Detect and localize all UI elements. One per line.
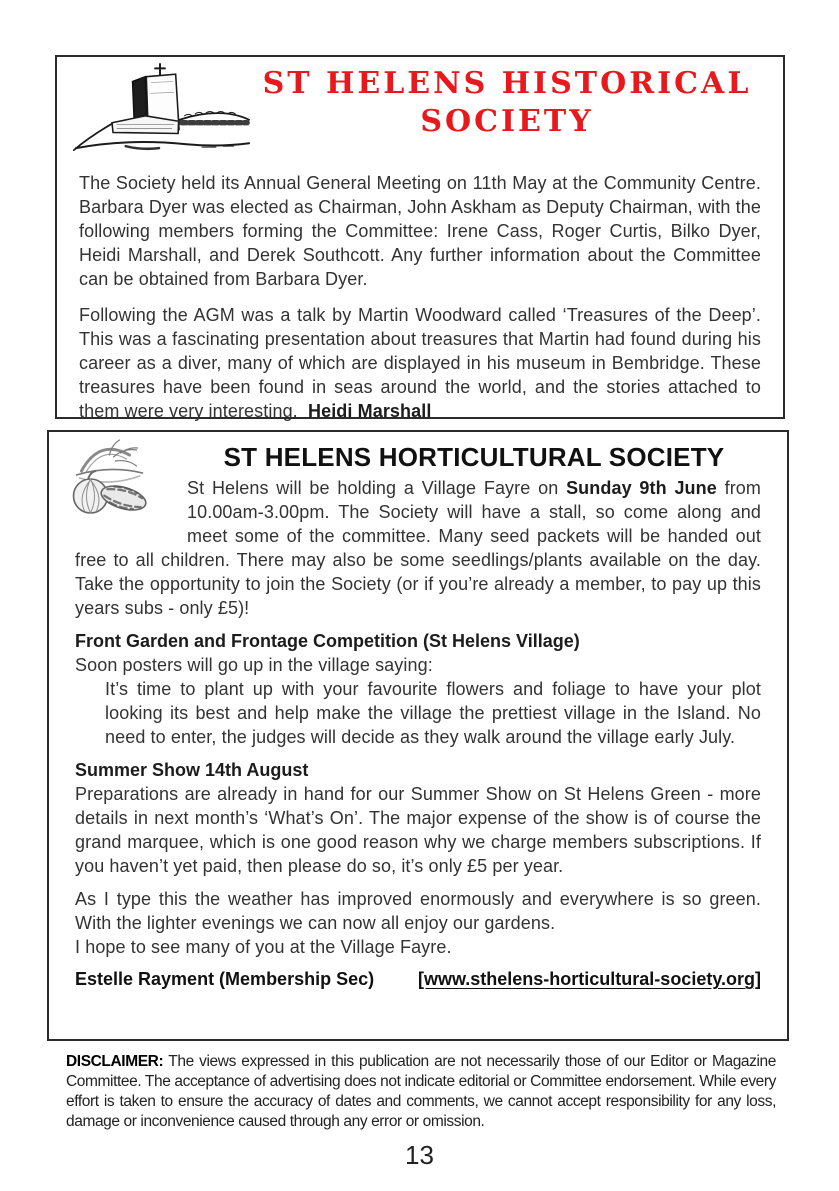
historical-society-title <box>253 65 761 141</box>
membership-sec-name: Estelle Rayment (Membership Sec) <box>75 969 375 989</box>
disclaimer-text: The views expressed in this publication are not necessarily those of our Editor or Magazine Committee. The acceptance of advertising does not indicate editorial or Committee endorsement. While every effort is taken to ensure the accuracy of dates and comments, we cannot accept responsibility for any loss, damage or inconvenience caused through any error or omission. <box>66 1053 776 1130</box>
society-website-link[interactable]: [www.sthelens-horticultural-society.org] <box>417 969 761 989</box>
summer-show-heading: Summer Show 14th August <box>75 760 309 780</box>
page-number: 13 <box>405 1140 434 1170</box>
church-sketch-illustration <box>67 61 253 157</box>
historical-title-line1: ST HELENS HISTORICAL <box>262 66 752 101</box>
talk-paragraph <box>79 303 761 423</box>
historical-society-section <box>55 55 785 419</box>
village-fayre-paragraph <box>75 476 761 620</box>
fayre-date: Sunday 9th June <box>566 478 717 498</box>
author-credit: Heidi Marshall <box>308 401 432 421</box>
vegetable-basket-illustration <box>59 434 163 522</box>
front-garden-heading: Front Garden and Frontage Competition (St Helens Village) <box>75 631 580 651</box>
horticultural-society-section <box>47 430 789 1041</box>
horticultural-society-title: ST HELENS HORTICULTURAL SOCIETY <box>223 442 725 472</box>
agm-paragraph: The Society held its Annual General Meeting on 11th May at the Community Centre. Barbara Dyer was elected as Chairman, John Askham as Deputy Chairman, with the following members forming the Committee: Irene Cass, Roger Curtis, Bilko Dyer, Heidi Marshall, and Derek Southcott. Any further information about the Committee can be obtained from Barbara Dyer. <box>79 173 761 289</box>
summer-show-paragraph: Preparations are already in hand for our Summer Show on St Helens Green - more details in next month’s ‘What’s On’. The major expense of the show is of course the grand marquee, which is one good reason why we charge members subscriptions. If you haven’t yet paid, then please do so, it’s only £5 per year. <box>75 784 761 876</box>
front-garden-quote: It’s time to plant up with your favourite flowers and foliage to have your plot looking its best and help make the village the prettiest village in the Island. No need to enter, the judges will decide as they walk around the village early July. <box>105 679 761 747</box>
historical-header <box>67 57 761 157</box>
front-garden-intro: Soon posters will go up in the village saying: <box>75 655 433 675</box>
signature-row <box>75 966 761 992</box>
closing-line: I hope to see many of you at the Village Fayre. <box>75 937 452 957</box>
closing-paragraph: As I type this the weather has improved enormously and everywhere is so green. With the lighter evenings we can now all enjoy our gardens. <box>75 889 761 933</box>
vegetable-basket-icon <box>59 434 163 522</box>
talk-paragraph-text: Following the AGM was a talk by Martin Woodward called ‘Treasures of the Deep’. This was a fascinating presentation about treasures that Martin had found during his career as a diver, many of which are displayed in his museum in Bembridge. These treasures have been found in seas around the world, and the stories attached to them were very interesting. <box>79 305 761 421</box>
disclaimer-label: DISCLAIMER: <box>66 1053 164 1070</box>
disclaimer <box>66 1052 776 1132</box>
church-sketch-icon <box>67 61 253 157</box>
fayre-text-before: St Helens will be holding a Village Fayre on <box>187 478 567 498</box>
fayre-text-after: from 10.00am-3.00pm. The Society will have a stall, so come along and meet some of the committee. Many seed packets will be handed out free to all children. There may also be some seedlings/plants available on the day. Take the opportunity to join the Society (or if you’re already a member, to pay up this years subs - only £5)! <box>75 478 761 618</box>
historical-title-line2: SOCIETY <box>420 104 594 139</box>
